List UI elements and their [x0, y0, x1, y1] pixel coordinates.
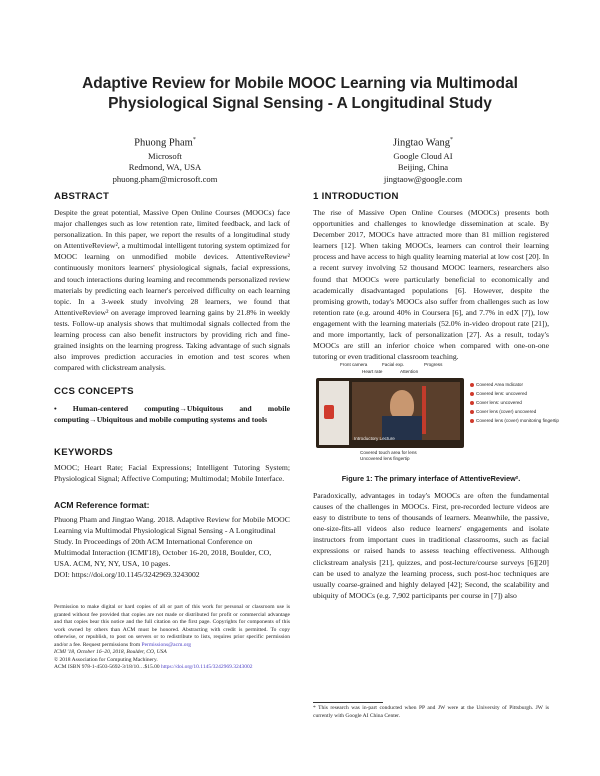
- title-line-1: Adaptive Review for Mobile MOOC Learning via Multimodal: [82, 75, 518, 92]
- keywords-heading: KEYWORDS: [54, 447, 113, 458]
- title-line-2: Physiological Signal Sensing - A Longitudinal Study: [108, 95, 492, 112]
- legend-cover-3: Cover lens (cover) uncovered: [470, 409, 536, 414]
- keywords-text: MOOC; Heart Rate; Facial Expressions; Intelligent Tutoring System; Physiological Signal; Affective Computing; Multimodal; Mobile Interface.: [54, 463, 290, 484]
- paper-title: [40, 74, 560, 114]
- author-mark: *: [450, 137, 453, 143]
- progress-bar: [422, 386, 426, 434]
- permission-copyright: © 2018 Association for Computing Machinery.: [54, 656, 158, 663]
- reference-doi: DOI: https://doi.org/10.1145/3242969.3243002: [54, 570, 200, 580]
- label-progress: Progress: [424, 362, 443, 367]
- red-dot-icon: [470, 383, 474, 387]
- red-dot-icon: [470, 401, 474, 405]
- author-email: phuong.pham@microsoft.com: [112, 173, 218, 184]
- figure-caption: Figure 1: The primary interface of AttentiveReview².: [341, 474, 521, 483]
- label-attention: Attention: [400, 369, 419, 374]
- ccs-text: • Human-centered computing→Ubiquitous and mobile computing→Ubiquitous and mobile computing systems and tools: [54, 404, 290, 424]
- reference-citation: Phuong Pham and Jingtao Wang. 2018. Adaptive Review for Mobile MOOC Learning via Multimodal Physiological Signal Sensing - A Longitudinal Study. In Proceedings of 20th ACM International Conference on Multimodal Interaction (ICMI'18), October 16-20, 2018, Boulder, CO, USA. ACM, NY, NY, USA, 10 pages.: [54, 515, 290, 569]
- label-bottom-2: Uncovered lens fingertip: [360, 456, 410, 461]
- permission-doi-link[interactable]: https://doi.org/10.1145/3242969.3243002: [160, 664, 253, 670]
- legend-cover-1: Covered lens: uncovered: [470, 391, 527, 396]
- phone-screen: [316, 378, 464, 448]
- author-block-2: [338, 133, 508, 185]
- permission-block: [54, 604, 290, 672]
- author-location: Redmond, WA, USA: [128, 162, 202, 172]
- legend-cover-2: Cover lens: uncovered: [470, 400, 522, 405]
- reference-text: [54, 514, 290, 581]
- author-location: Beijing, China: [397, 162, 449, 172]
- legend-cover-4: Covered lens (cover) monitoring fingertip: [470, 418, 559, 423]
- legend-indicator: Covered Area Indicator: [470, 382, 523, 387]
- author-mark: *: [192, 137, 196, 143]
- permission-email-link[interactable]: Permissions@acm.org: [141, 641, 191, 648]
- screen-title: Introductory Lecture: [354, 436, 395, 441]
- record-indicator: [324, 405, 334, 419]
- abstract-paragraph: Despite the great potential, Massive Open Online Courses (MOOCs) face major challenges such as low retention rate, limited feedback, and lack of personalization. In this paper, we report the results of a longitudinal study on AttentiveReview², a multimodal intelligent tutoring system optimized for MOOC learning on unmodified mobile devices. AttentiveReview² continuously monitors learners' physiological signals, facial expressions, and touch interactions during learning and recommends personalized review materials by predicting each learner's perceived difficulty on each learning topic. In a 3-week study involving 28 learners, we found that AttentiveReview² on average improved learning gains by 21.8% in weekly tests. Follow-up analysis shows that multimodal signals collected from the learning process can also benefit instructors by providing rich and fine-grained insights on the learning progress. Taking advantage of such signals also improves prediction accuracies in emotion and test scores when compared with clickstream analysis.: [54, 208, 290, 373]
- figure-legend: [470, 382, 559, 442]
- reference-heading: ACM Reference format:: [54, 500, 150, 510]
- label-front-camera: Front camera: [340, 362, 368, 367]
- permission-isbn: ACM ISBN 978-1-4503-5692-3/18/10…$15.00: [54, 664, 160, 670]
- author-affiliation: Google Cloud AI: [393, 150, 453, 161]
- permission-venue: ICMI '18, October 16–20, 2018, Boulder, CO, USA: [54, 649, 167, 655]
- author-block-1: [80, 133, 250, 185]
- red-dot-icon: [470, 410, 474, 414]
- abstract-text: [54, 207, 290, 373]
- intro-paragraph-1: The rise of Massive Open Online Courses (MOOCs) presents both opportunities and challenges to knowledge dissemination at scale. By December 2017, MOOCs have attracted more than 81 million registered learners [12]. When taking MOOCs, learners can control their learning process and have access to high quality learning material at low cost [20]. In a recent survey involving 52 thousand MOOC learners, researchers also found that MOOCs were particularly beneficial to economically and academically disadvantaged populations [6]. However, despite the promising growth, today's MOOCs also suffer from challenges such as low retention rate (e.g. around 40% in Coursera [6], and 7.7% in edX [7]), low engagement with the learning materials (52.0% in-video dropout rate [21]), and more importantly, lack of personalization [27]. As a result, today's MOOCs are still an inferior choice when compared with one-on-one tutoring or even traditional classroom teaching.: [313, 208, 549, 362]
- permission-text: Permission to make digital or hard copies of all or part of this work for personal or classroom use is granted without fee provided that copies are not made or distributed for profit or commercial advantage and that copies bear this notice and the full citation on the first page. Copyrights for components of this work owned by others than ACM must be honored. Abstracting with credit is permitted. To copy otherwise, or republish, to post on servers or to redistribute to lists, requires prior specific permission and/or a fee. Request permissions from: [54, 604, 290, 648]
- permission-isbn-line: [54, 664, 290, 672]
- label-facial-exp: Facial exp.: [382, 362, 405, 367]
- figure-1: [316, 362, 559, 461]
- red-dot-icon: [470, 419, 474, 423]
- intro-heading: 1 INTRODUCTION: [313, 191, 399, 202]
- label-heart-rate: Heart rate: [362, 369, 383, 374]
- footnote: * This research was in-part conducted when PP and JW were at the University of Pittsburgh. JW is currently with Google AI China Center.: [313, 705, 549, 719]
- intro-paragraph-2: Paradoxically, advantages in today's MOOCs are often the fundamental causes of the challenges in MOOCs. First, pre-recorded lecture videos are easy to distribute to tens of thousands of learners. Meanwhile, the passive, one-size-fits-all videos also reduce learners' engagements and isolate instructors from important cues in traditional classrooms, such as facial expressions or raised hands to assess teaching effectiveness. Although clickstream analysis [21], quizzes, and post-lecture/course surveys [6][20] can be used to analyze the learning process, such post-hoc techniques are usually coarse-grained and highly delayed [42]; Second, the scalability and ubiquity of MOOCs (e.g. 7,902 participants per course in [7]) also: [313, 491, 549, 600]
- author-affiliation: Microsoft: [148, 150, 182, 161]
- author-name: Jingtao Wang: [393, 137, 450, 149]
- red-dot-icon: [470, 392, 474, 396]
- ccs-heading: CCS CONCEPTS: [54, 386, 134, 397]
- author-name: Phuong Pham: [134, 137, 193, 149]
- abstract-heading: ABSTRACT: [54, 191, 110, 202]
- author-email: jingtaow@google.com: [383, 173, 463, 184]
- lecture-video[interactable]: [352, 382, 460, 440]
- label-bottom-1: Covered touch area for lens: [360, 450, 417, 455]
- footnote-rule: [313, 702, 383, 703]
